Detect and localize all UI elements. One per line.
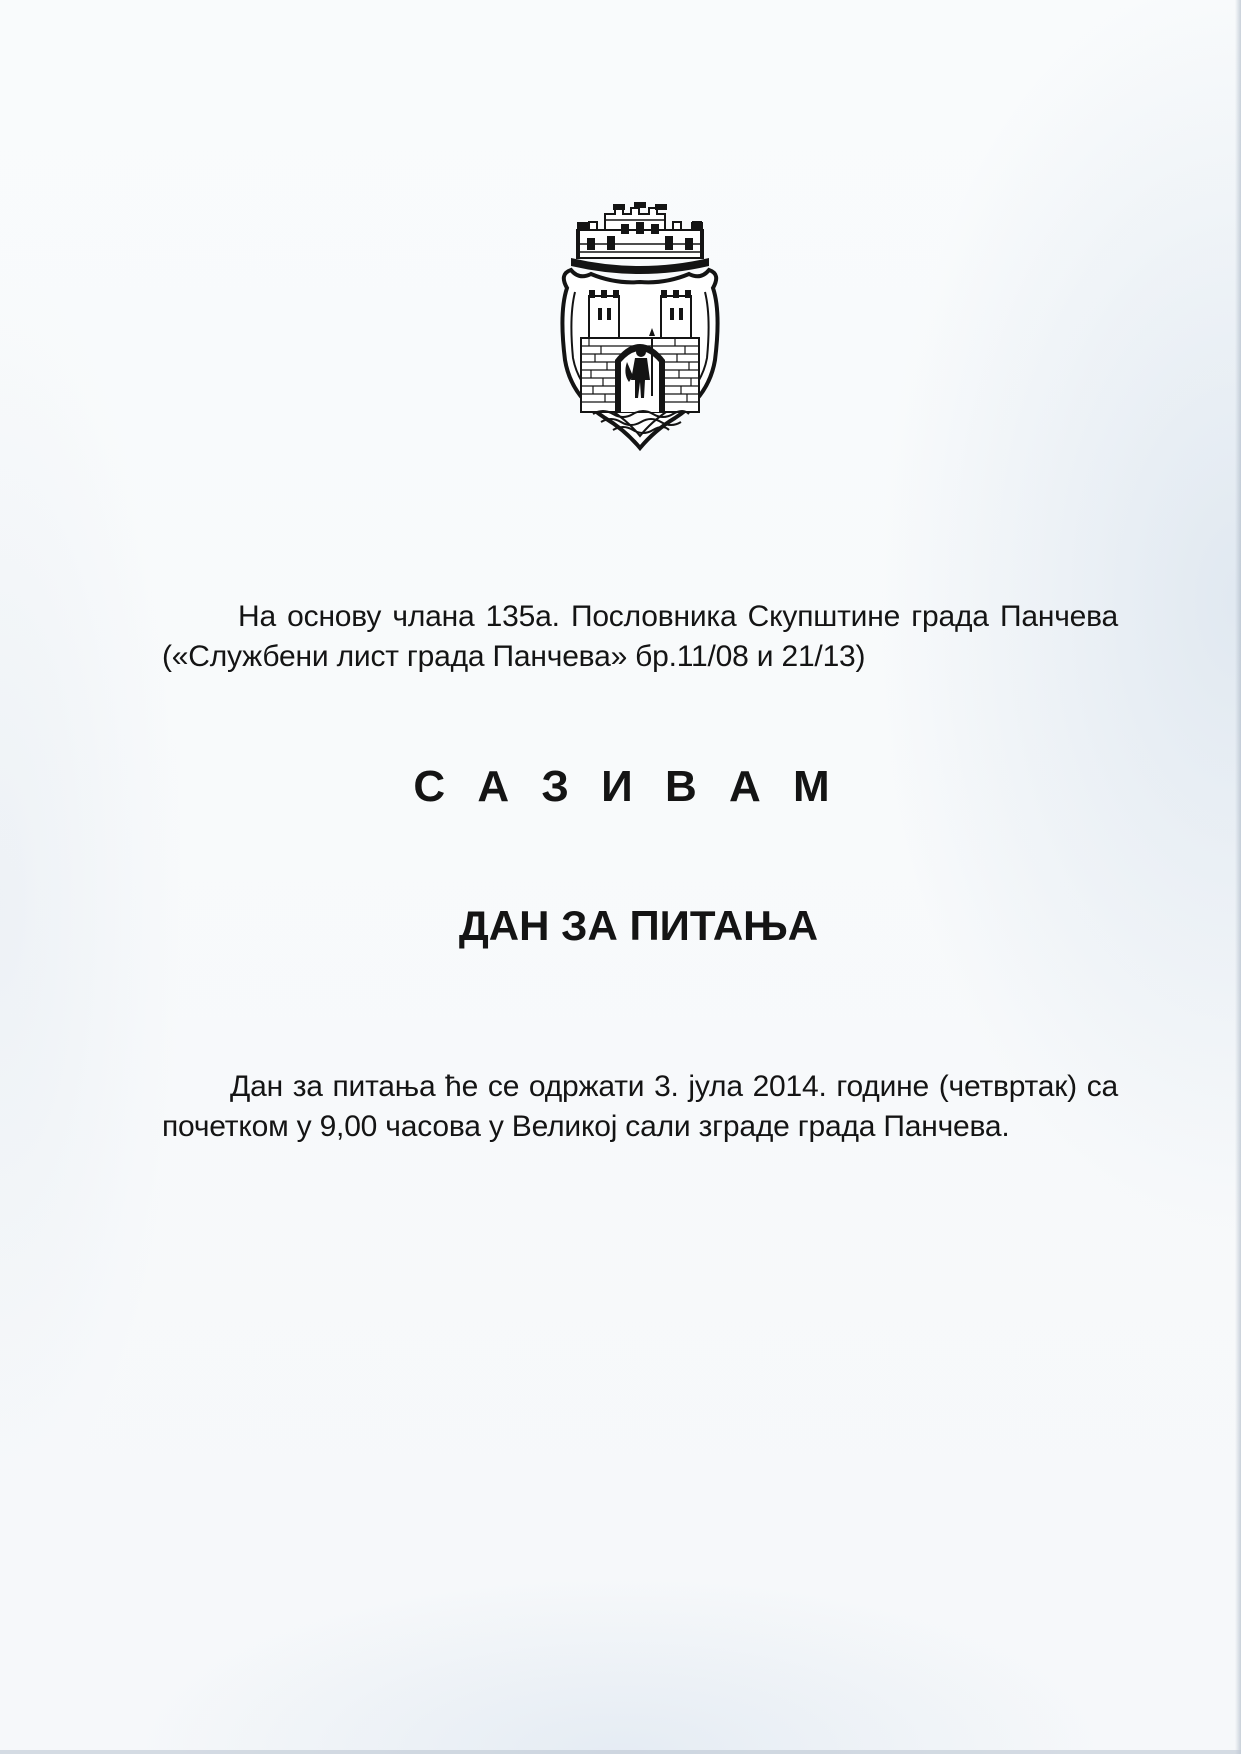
intro-paragraph-text: На основу члана 135а. Пословника Скупштине града Панчева («Службени лист града Панчева» бр.11/08 и 21/13) (162, 600, 1118, 673)
intro-paragraph (162, 597, 1118, 677)
body-paragraph (162, 1067, 1118, 1147)
scan-edge (1235, 0, 1241, 1754)
coat-of-arms-icon (555, 200, 725, 456)
scan-edge (0, 1750, 1241, 1754)
body-paragraph-text: Дан за питања ће се одржати 3. јула 2014. године (четвртак) са почетком у 9,00 часова у Великој сали зграде града Панчева. (162, 1070, 1118, 1143)
document-sub-heading: ДАН ЗА ПИТАЊА (458, 902, 819, 949)
document-main-heading: С А З И В А М (413, 762, 840, 811)
